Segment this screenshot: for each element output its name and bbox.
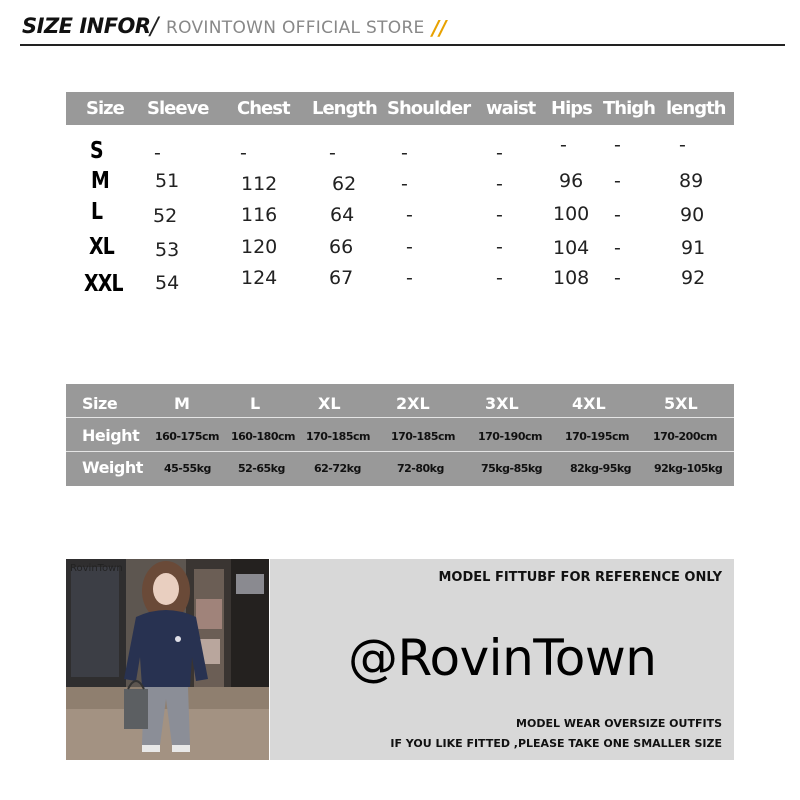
column-header: Hips bbox=[551, 98, 592, 119]
size-column-header: 4XL bbox=[572, 394, 606, 413]
height-row-label: Height bbox=[82, 426, 140, 445]
table-cell: 104 bbox=[553, 237, 590, 259]
column-header: Shoulder bbox=[387, 98, 471, 119]
page-title: SIZE INFOR bbox=[22, 14, 151, 38]
weight-value: 75kg-85kg bbox=[481, 462, 543, 475]
row-divider bbox=[66, 451, 734, 452]
brand-handle: @RovinTown bbox=[348, 629, 657, 687]
size-label: XXL bbox=[84, 271, 123, 297]
table-cell: 90 bbox=[680, 204, 705, 226]
table-cell: - bbox=[496, 204, 503, 226]
table-cell: 124 bbox=[241, 267, 278, 289]
table-cell: - bbox=[401, 173, 408, 195]
size-table-header bbox=[66, 92, 734, 125]
model-photo-illustration bbox=[66, 559, 269, 760]
table-cell: - bbox=[679, 134, 686, 156]
height-value: 170-185cm bbox=[391, 430, 455, 443]
table-cell: 53 bbox=[155, 239, 180, 261]
table-cell: - bbox=[614, 134, 621, 156]
column-header: Length bbox=[312, 98, 377, 119]
table-cell: - bbox=[496, 236, 503, 258]
weight-value: 45-55kg bbox=[164, 462, 211, 475]
size-column-header: 3XL bbox=[485, 394, 519, 413]
height-value: 170-200cm bbox=[653, 430, 717, 443]
table-cell: - bbox=[406, 236, 413, 258]
table-cell: - bbox=[614, 267, 621, 289]
table-cell: 89 bbox=[679, 170, 704, 192]
table-cell: 52 bbox=[153, 205, 178, 227]
title-separator: / bbox=[150, 12, 159, 40]
table-cell: 64 bbox=[330, 204, 355, 226]
table-cell: - bbox=[614, 204, 621, 226]
table-cell: 92 bbox=[681, 267, 706, 289]
table-cell: 100 bbox=[553, 203, 590, 225]
table-cell: - bbox=[496, 267, 503, 289]
photo-watermark: RovinTown bbox=[70, 563, 123, 574]
table-cell: 51 bbox=[155, 170, 180, 192]
column-header: Thigh bbox=[603, 98, 655, 119]
table-cell: - bbox=[154, 142, 161, 164]
column-header: length bbox=[666, 98, 726, 119]
weight-value: 62-72kg bbox=[314, 462, 361, 475]
size-label: L bbox=[91, 199, 103, 225]
table-cell: 120 bbox=[241, 236, 278, 258]
size-label: M bbox=[91, 168, 109, 194]
size-column-header: 2XL bbox=[396, 394, 430, 413]
column-header: Sleeve bbox=[147, 98, 209, 119]
row-divider bbox=[66, 417, 734, 418]
table-cell: 91 bbox=[681, 237, 706, 259]
table-cell: - bbox=[240, 142, 247, 164]
table-cell: - bbox=[329, 142, 336, 164]
weight-value: 82kg-95kg bbox=[570, 462, 632, 475]
size-column-header: M bbox=[174, 394, 190, 413]
height-value: 170-190cm bbox=[478, 430, 542, 443]
weight-value: 52-65kg bbox=[238, 462, 285, 475]
reference-note: MODEL FITTUBF FOR REFERENCE ONLY bbox=[438, 570, 722, 585]
oversize-note: MODEL WEAR OVERSIZE OUTFITS bbox=[516, 717, 722, 730]
table-cell: - bbox=[406, 267, 413, 289]
size-column-header: 5XL bbox=[664, 394, 698, 413]
height-value: 170-185cm bbox=[306, 430, 370, 443]
size-column-header: XL bbox=[318, 394, 341, 413]
fit-advice-note: IF YOU LIKE FITTED ,PLEASE TAKE ONE SMALLER SIZE bbox=[390, 737, 722, 750]
model-info-panel bbox=[270, 559, 734, 760]
brand-mark: // bbox=[432, 16, 447, 40]
table-cell: 54 bbox=[155, 272, 180, 294]
table-cell: - bbox=[614, 237, 621, 259]
table-cell: - bbox=[560, 134, 567, 156]
height-value: 160-175cm bbox=[155, 430, 219, 443]
column-header: Chest bbox=[237, 98, 290, 119]
height-weight-table bbox=[66, 384, 734, 486]
column-header: Size bbox=[86, 98, 124, 119]
store-name: ROVINTOWN OFFICIAL STORE bbox=[166, 18, 425, 38]
size-column-header: L bbox=[250, 394, 261, 413]
table-cell: 116 bbox=[241, 204, 278, 226]
size-label: S bbox=[90, 138, 103, 164]
table-cell: - bbox=[406, 204, 413, 226]
height-value: 170-195cm bbox=[565, 430, 629, 443]
page-header bbox=[20, 12, 785, 46]
column-header: waist bbox=[486, 98, 536, 119]
table-cell: - bbox=[496, 173, 503, 195]
weight-row-label: Weight bbox=[82, 458, 143, 477]
model-photo bbox=[66, 559, 269, 760]
table-cell: 108 bbox=[553, 267, 590, 289]
table-cell: - bbox=[496, 142, 503, 164]
weight-value: 72-80kg bbox=[397, 462, 444, 475]
table-cell: 66 bbox=[329, 236, 354, 258]
size-row-label: Size bbox=[82, 394, 118, 413]
size-label: XL bbox=[89, 234, 114, 260]
table-cell: 67 bbox=[329, 267, 354, 289]
table-cell: 112 bbox=[241, 173, 278, 195]
table-cell: - bbox=[614, 170, 621, 192]
table-cell: 96 bbox=[559, 170, 584, 192]
height-value: 160-180cm bbox=[231, 430, 295, 443]
weight-value: 92kg-105kg bbox=[654, 462, 723, 475]
table-cell: - bbox=[401, 142, 408, 164]
table-cell: 62 bbox=[332, 173, 357, 195]
